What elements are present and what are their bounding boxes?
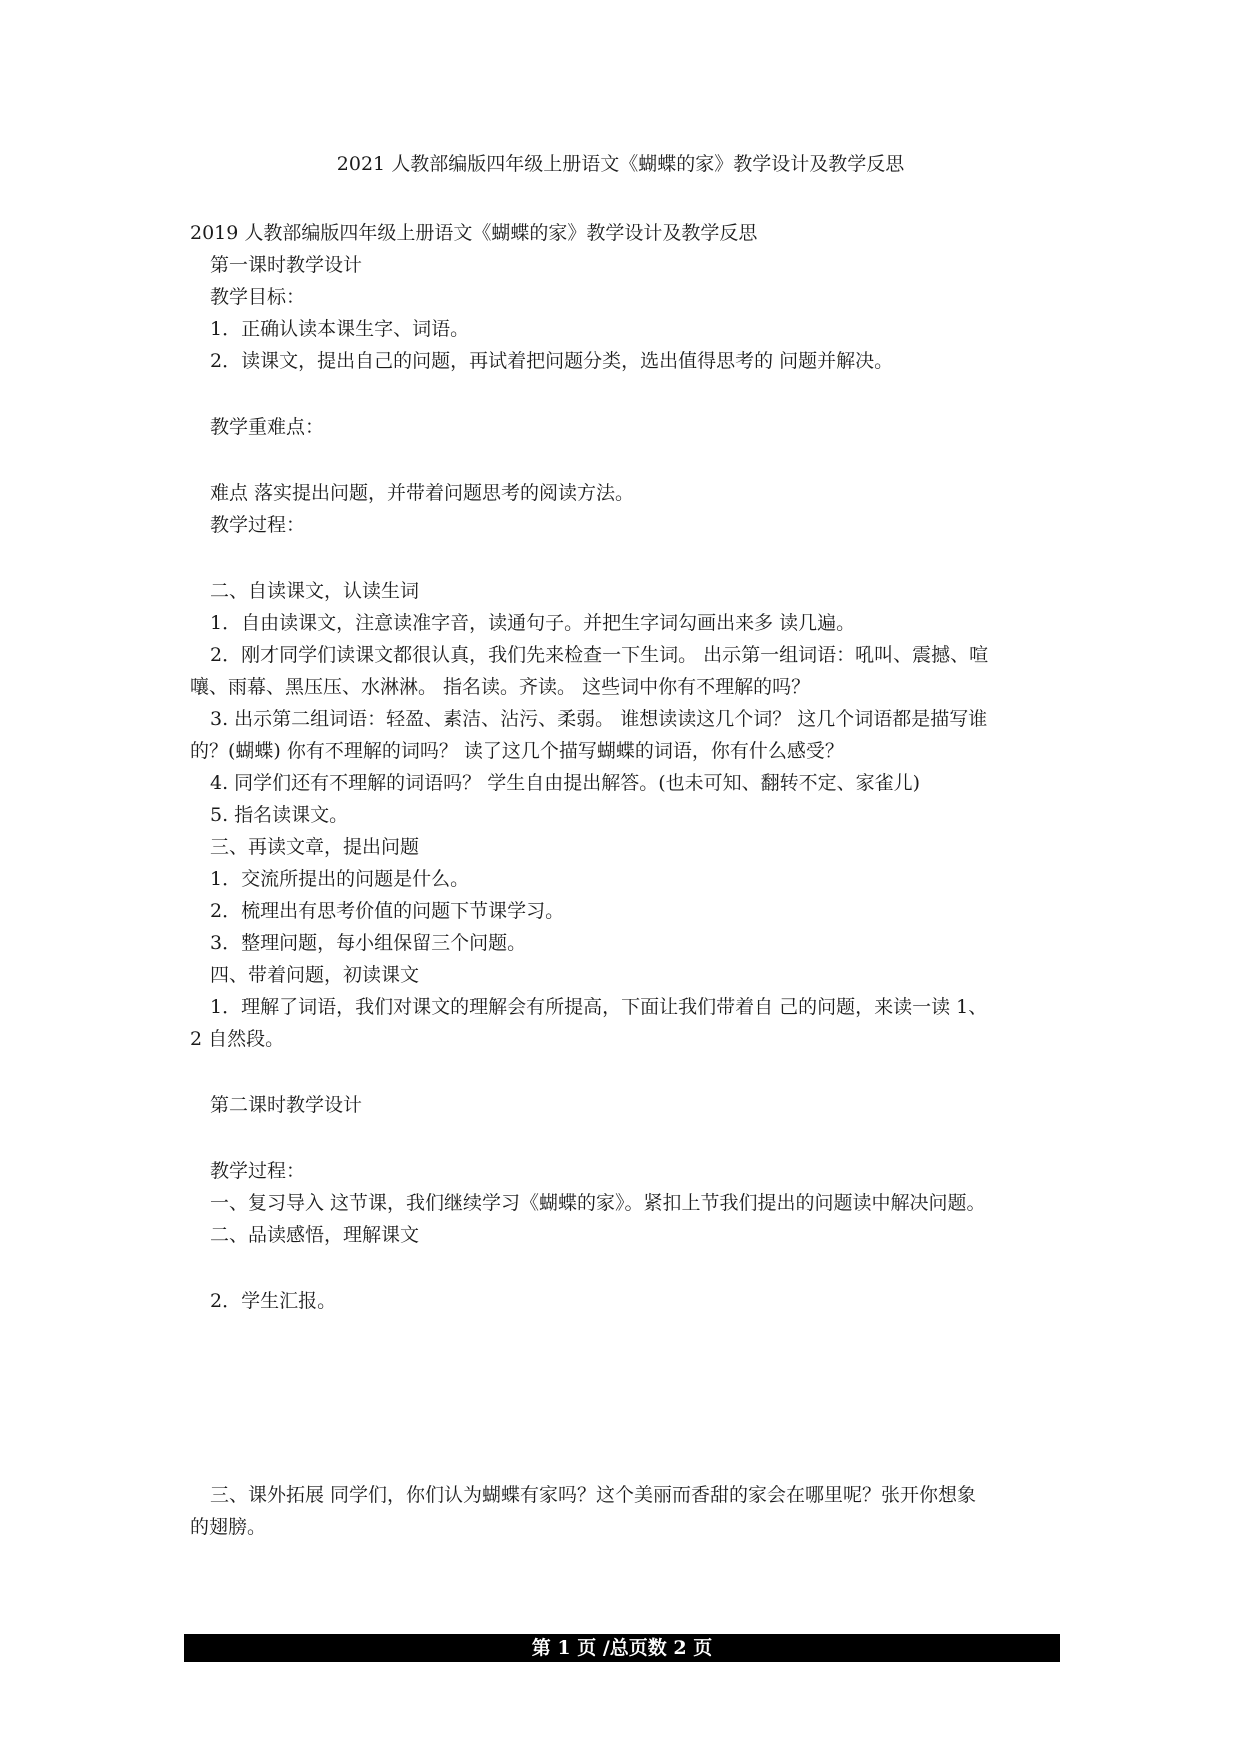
section-4-step-1-line-2: 2 自然段。: [190, 1028, 285, 1050]
lesson2-part-2: 二、品读感悟，理解课文: [210, 1224, 420, 1246]
section-3-heading: 三、再读文章，提出问题: [210, 836, 420, 858]
difficulty-line: 难点 落实提出问题，并带着问题思考的阅读方法。: [210, 482, 635, 504]
step-1: 1．自由读课文，注意读准字音，读通句子。并把生字词勾画出来多 读几遍。: [210, 612, 856, 634]
document-title: 2021 人教部编版四年级上册语文《蝴蝶的家》教学设计及教学反思: [336, 153, 905, 175]
objectives-heading: 教学目标：: [210, 286, 306, 308]
lesson2-process-heading: 教学过程：: [210, 1160, 306, 1182]
section-4-heading: 四、带着问题，初读课文: [210, 964, 420, 986]
section-3-step-2: 2．梳理出有思考价值的问题下节课学习。: [210, 900, 565, 922]
step-5: 5. 指名读课文。: [210, 804, 349, 826]
lesson2-report: 2．学生汇报。: [210, 1290, 337, 1312]
step-2-line-2: 嚷、雨幕、黑压压、水淋淋。 指名读。齐读。 这些词中你有不理解的吗？: [190, 676, 811, 698]
page-footer: 第 1 页 /总页数 2 页: [184, 1634, 1060, 1662]
step-3-line-1: 3. 出示第二组词语：轻盈、素洁、沾污、柔弱。 谁想读读这几个词？ 这几个词语都是描写谁: [210, 708, 988, 730]
section-4-step-1-line-1: 1．理解了词语，我们对课文的理解会有所提高，下面让我们带着自 己的问题，来读一读 1、: [210, 996, 988, 1018]
lesson2-part-3-line-1: 三、课外拓展 同学们，你们认为蝴蝶有家吗？这个美丽而香甜的家会在哪里呢？张开你想象: [210, 1484, 977, 1506]
step-4: 4. 同学们还有不理解的词语吗？ 学生自由提出解答。(也未可知、翻转不定、家雀儿): [210, 772, 921, 794]
subtitle-line: 2019 人教部编版四年级上册语文《蝴蝶的家》教学设计及教学反思: [190, 222, 758, 244]
step-3-line-2: 的？(蝴蝶) 你有不理解的词吗？ 读了这几个描写蝴蝶的词语，你有什么感受？: [190, 740, 844, 762]
section-3-step-1: 1．交流所提出的问题是什么。: [210, 868, 470, 890]
lesson2-part-3-line-2: 的翅膀。: [190, 1516, 267, 1538]
process-heading: 教学过程：: [210, 514, 306, 536]
lesson2-heading: 第二课时教学设计: [210, 1094, 363, 1116]
lesson2-part-1: 一、复习导入 这节课，我们继续学习《蝴蝶的家》。紧扣上节我们提出的问题读中解决问题。: [210, 1192, 986, 1214]
section-3-step-3: 3．整理问题，每小组保留三个问题。: [210, 932, 527, 954]
lesson1-heading: 第一课时教学设计: [210, 254, 363, 276]
section-2-heading: 二、自读课文，认读生词: [210, 580, 420, 602]
step-2-line-1: 2．刚才同学们读课文都很认真，我们先来检查一下生词。 出示第一组词语：吼叫、震撼、喧: [210, 644, 989, 666]
objective-1: 1．正确认读本课生字、词语。: [210, 318, 470, 340]
key-points-heading: 教学重难点：: [210, 416, 325, 438]
objective-2: 2．读课文，提出自己的问题，再试着把问题分类，选出值得思考的 问题并解决。: [210, 350, 894, 372]
